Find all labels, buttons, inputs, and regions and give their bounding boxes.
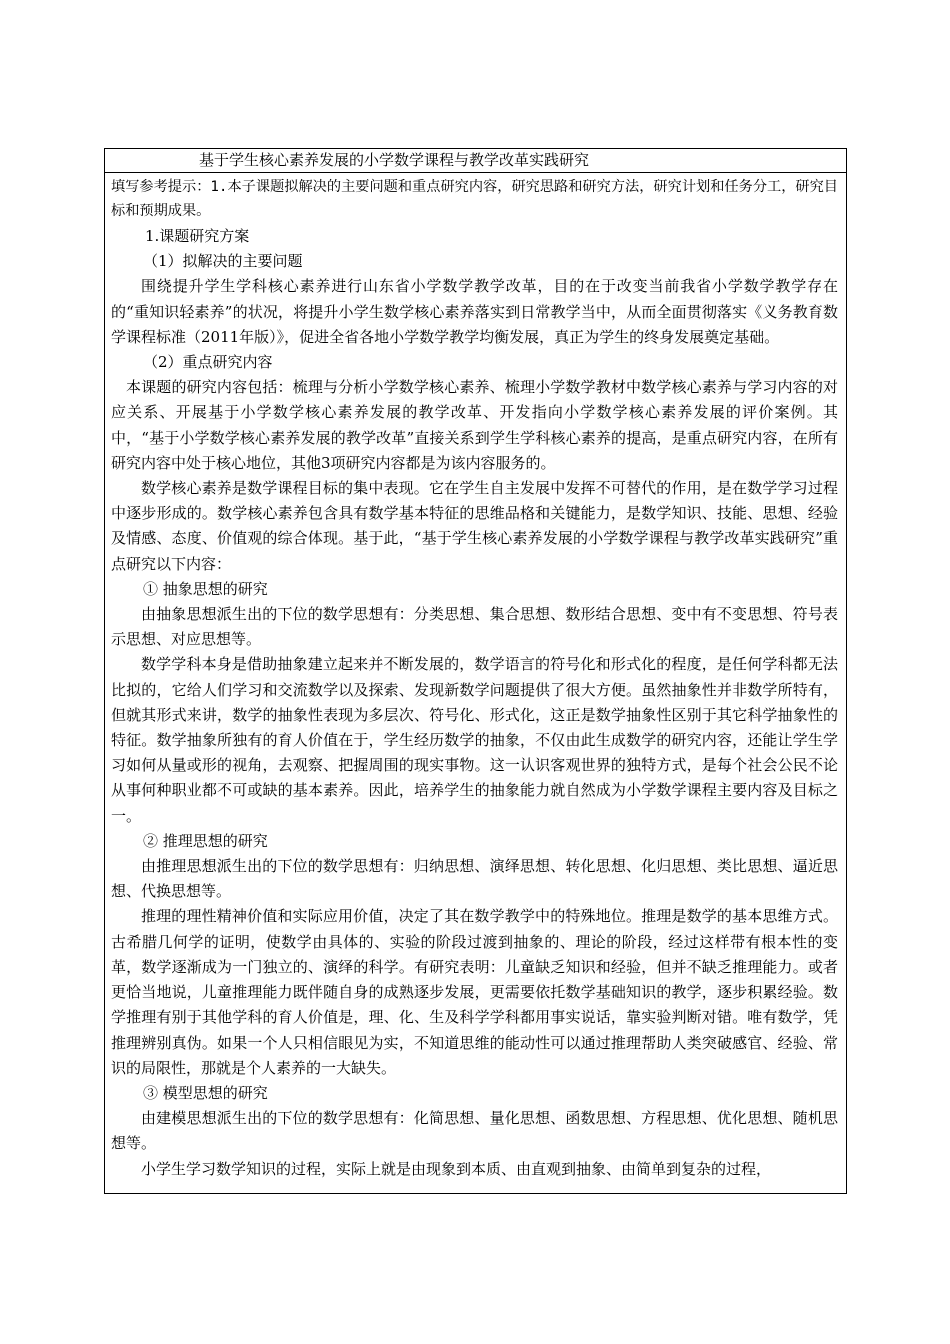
paragraph-6: 由推理思想派生出的下位的数学思想有：归纳思想、演绎思想、转化思想、化归思想、类比思想、逼近思想、代换思想等。 bbox=[111, 857, 838, 901]
paragraph-8: 由建模思想派生出的下位的数学思想有：化简思想、量化思想、函数思想、方程思想、优化思想、随机思想等。 bbox=[111, 1109, 838, 1153]
paragraph-3: 数学核心素养是数学课程目标的集中表现。它在学生自主发展中发挥不可替代的作用，是在数学学习过程中逐步形成的。数学核心素养包含具有数学基本特征的思维品格和关键能力，是数学知识、技能、思想、经验及情感、态度、价值观的综合体现。基于此，“基于学生核心素养发展的小学数学课程与教学改革实践研究”重点研究以下内容： bbox=[111, 479, 838, 573]
paragraph-5: 数学学科本身是借助抽象建立起来并不断发展的，数学语言的符号化和形式化的程度，是任何学科都无法比拟的，它给人们学习和交流数学以及探索、发现新数学问题提供了很大方便。虽然抽象性并非数学所特有，但就其形式来讲，数学的抽象性表现为多层次、符号化、形式化，这正是数学抽象性区别于其它科学抽象性的特征。数学抽象所独有的育人价值在于，学生经历数学的抽象，不仅由此生成数学的研究内容，还能让学生学习如何从量或形的视角，去观察、把握周围的现实事物。这一认识客观世界的独特方式，是每个社会公民不论从事何种职业都不可或缺的基本素养。因此，培养学生的抽象能力就自然成为小学数学课程主要内容及目标之一。 bbox=[111, 655, 838, 825]
section-heading: 1.课题研究方案 bbox=[145, 227, 250, 245]
topic-heading-reasoning: ② 推理思想的研究 bbox=[143, 831, 268, 850]
paragraph-9: 小学生学习数学知识的过程，实际上就是由现象到本质、由直观到抽象、由简单到复杂的过程， bbox=[141, 1159, 772, 1178]
subsection-heading-1: （1）拟解决的主要问题 bbox=[143, 252, 303, 271]
document-title: 基于学生核心素养发展的小学数学课程与教学改革实践研究 bbox=[105, 149, 846, 173]
fill-hint: 填写参考提示：1.本子课题拟解决的主要问题和重点研究内容，研究思路和研究方法，研究计划和任务分工，研究目标和预期成果。 bbox=[111, 179, 838, 219]
paragraph-7: 推理的理性精神价值和实际应用价值，决定了其在数学教学中的特殊地位。推理是数学的基本思维方式。古希腊几何学的证明，使数学由具体的、实验的阶段过渡到抽象的、理论的阶段，经过这样带有根本性的变革，数学逐渐成为一门独立的、演绎的科学。有研究表明：儿童缺乏知识和经验，但并不缺乏推理能力。或者更恰当地说，儿童推理能力既伴随自身的成熟逐步发展，更需要依托数学基础知识的教学，逐步积累经验。数学推理有别于其他学科的育人价值是，理、化、生及科学学科都用事实说话，靠实验判断对错。唯有数学，凭推理辨别真伪。如果一个人只相信眼见为实，不知道思维的能动性可以通过推理帮助人类突破感官、经验、常识的局限性，那就是个人素养的一大缺失。 bbox=[111, 907, 838, 1077]
content-cell bbox=[105, 173, 846, 1182]
topic-heading-modeling: ③ 模型思想的研究 bbox=[143, 1083, 268, 1102]
report-table bbox=[104, 148, 847, 1194]
subsection-heading-2: （2）重点研究内容 bbox=[143, 353, 273, 372]
paragraph-4: 由抽象思想派生出的下位的数学思想有：分类思想、集合思想、数形结合思想、变中有不变思想、符号表示思想、对应思想等。 bbox=[111, 605, 838, 649]
paragraph-1: 围绕提升学生学科核心素养进行山东省小学数学教学改革，目的在于改变当前我省小学数学教学存在的“重知识轻素养”的状况，将提升小学生数学核心素养落实到日常教学当中，从而全面贯彻落实《义务教育数学课程标准（2011年版）》，促进全省各地小学数学教学均衡发展，真正为学生的终身发展奠定基础。 bbox=[111, 277, 838, 346]
paragraph-2: 本课题的研究内容包括：梳理与分析小学数学核心素养、梳理小学数学教材中数学核心素养与学习内容的对应关系、开展基于小学数学核心素养发展的教学改革、开发指向小学数学核心素养发展的评价案例。其中，“基于小学数学核心素养发展的教学改革”直接关系到学生学科核心素养的提高，是重点研究内容，在所有研究内容中处于核心地位，其他3项研究内容都是为该内容服务的。 bbox=[111, 378, 838, 472]
topic-heading-abstraction: ① 抽象思想的研究 bbox=[143, 579, 268, 598]
